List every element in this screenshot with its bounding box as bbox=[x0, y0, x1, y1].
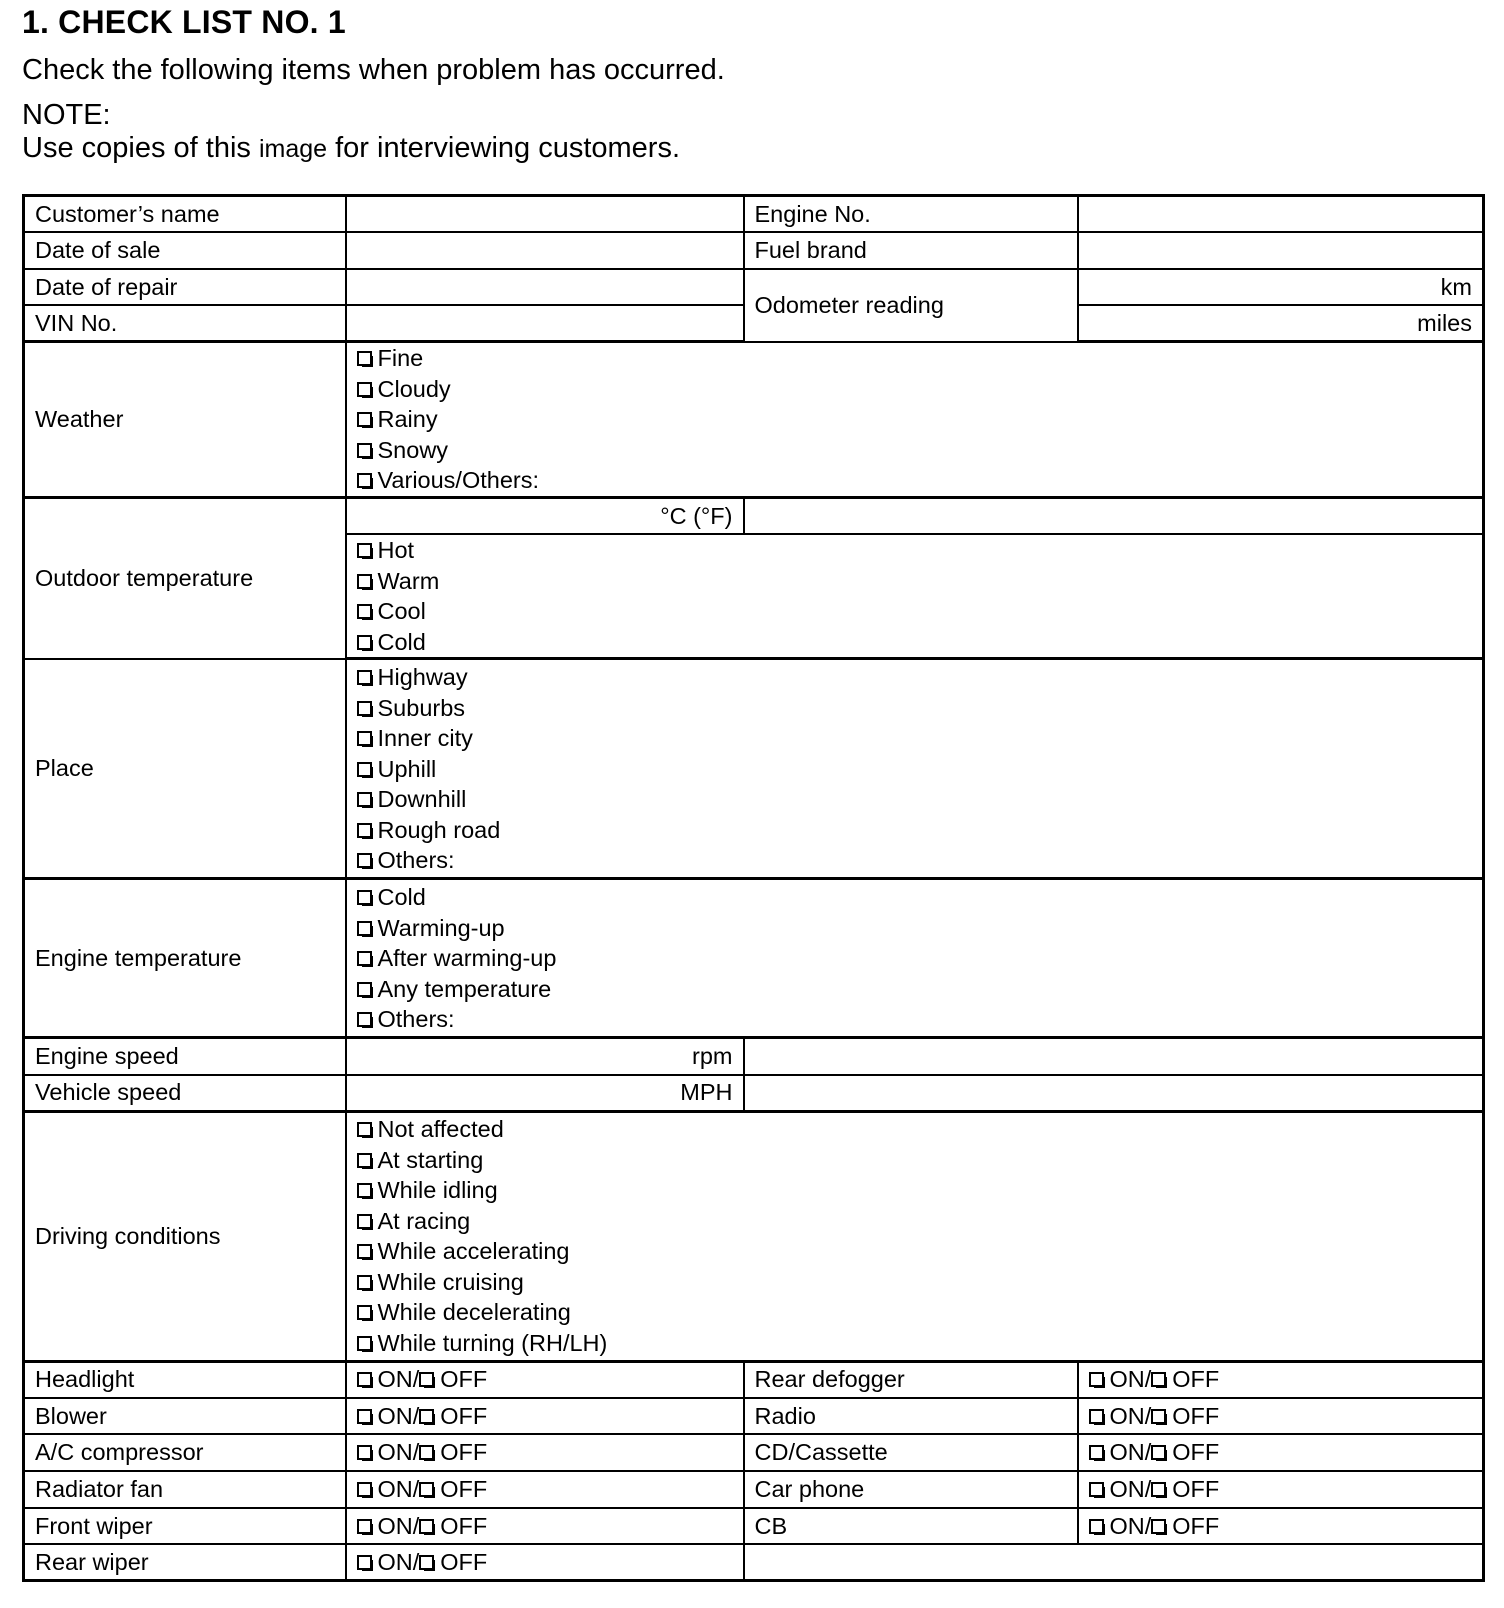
checkbox-icon bbox=[357, 1183, 373, 1199]
place-option[interactable]: Suburbs bbox=[357, 693, 1473, 724]
driving-condition-option[interactable]: While accelerating bbox=[357, 1236, 1473, 1267]
row-switch bbox=[24, 1471, 1484, 1508]
checkbox-icon bbox=[419, 1555, 435, 1571]
row-vehicle-speed bbox=[24, 1075, 1484, 1112]
label-engine-speed: Engine speed bbox=[24, 1038, 346, 1075]
row-engine-temperature bbox=[24, 879, 1484, 1038]
label-vin-no: VIN No. bbox=[24, 305, 346, 342]
check-list-table bbox=[22, 194, 1485, 1582]
checkbox-icon bbox=[357, 1555, 373, 1571]
customers-name-field[interactable] bbox=[346, 196, 744, 233]
note-text-prefix: Use copies of this bbox=[22, 132, 251, 164]
checkbox-icon bbox=[357, 853, 373, 869]
miles-unit: miles bbox=[1417, 310, 1472, 337]
label-vehicle-speed: Vehicle speed bbox=[24, 1075, 346, 1112]
rear-defogger-on-off[interactable]: ON/ OFF bbox=[1078, 1361, 1484, 1398]
checkbox-icon bbox=[357, 543, 373, 559]
note-text-suffix: for interviewing customers. bbox=[335, 132, 681, 164]
row-weather bbox=[24, 342, 1484, 498]
checkbox-icon bbox=[357, 1275, 373, 1291]
radio-on-off[interactable]: ON/ OFF bbox=[1078, 1398, 1484, 1435]
page-title: 1. CHECK LIST NO. 1 bbox=[22, 4, 346, 40]
outdoor-temperature-options bbox=[346, 534, 1484, 659]
checkbox-icon bbox=[357, 473, 373, 489]
checkbox-icon bbox=[419, 1445, 435, 1461]
row-date-of-sale bbox=[24, 232, 1484, 269]
temperature-option[interactable]: Cool bbox=[357, 596, 1473, 627]
rear-wiper-blank bbox=[744, 1544, 1484, 1581]
checkbox-icon bbox=[357, 1012, 373, 1028]
row-outdoor-temperature-value bbox=[24, 497, 1484, 534]
checkbox-icon bbox=[1089, 1445, 1105, 1461]
checkbox-icon bbox=[357, 1336, 373, 1352]
checkbox-icon bbox=[419, 1519, 435, 1535]
label-ac-compressor: A/C compressor bbox=[24, 1434, 346, 1471]
engine-temperature-option[interactable]: Any temperature bbox=[357, 974, 1473, 1005]
engine-temperature-options bbox=[346, 879, 1484, 1038]
label-rear-wiper: Rear wiper bbox=[24, 1544, 346, 1581]
label-radiator-fan: Radiator fan bbox=[24, 1471, 346, 1508]
checkbox-icon bbox=[1151, 1519, 1167, 1535]
ac-compressor-on-off[interactable]: ON/ OFF bbox=[346, 1434, 744, 1471]
row-place bbox=[24, 659, 1484, 879]
weather-option[interactable]: Rainy bbox=[357, 404, 1473, 435]
weather-option[interactable]: Fine bbox=[357, 343, 1473, 374]
checkbox-icon bbox=[357, 1153, 373, 1169]
checkbox-icon bbox=[1151, 1409, 1167, 1425]
row-customers-name bbox=[24, 196, 1484, 233]
checkbox-icon bbox=[357, 412, 373, 428]
checkbox-icon bbox=[357, 982, 373, 998]
checkbox-icon bbox=[357, 670, 373, 686]
blower-on-off[interactable]: ON/ OFF bbox=[346, 1398, 744, 1435]
checkbox-icon bbox=[357, 382, 373, 398]
engine-temperature-option[interactable]: After warming-up bbox=[357, 943, 1473, 974]
place-option[interactable]: Downhill bbox=[357, 784, 1473, 815]
engine-speed-blank bbox=[744, 1038, 1484, 1075]
checkbox-icon bbox=[357, 443, 373, 459]
place-option[interactable]: Others: bbox=[357, 845, 1473, 876]
temperature-option[interactable]: Hot bbox=[357, 535, 1473, 566]
driving-condition-option[interactable]: While idling bbox=[357, 1175, 1473, 1206]
row-engine-speed bbox=[24, 1038, 1484, 1075]
temperature-option[interactable]: Cold bbox=[357, 627, 1473, 658]
label-blower: Blower bbox=[24, 1398, 346, 1435]
label-customers-name: Customer’s name bbox=[24, 196, 346, 233]
checkbox-icon bbox=[357, 1445, 373, 1461]
front-wiper-on-off[interactable]: ON/ OFF bbox=[346, 1508, 744, 1545]
place-option[interactable]: Highway bbox=[357, 662, 1473, 693]
driving-condition-option[interactable]: While cruising bbox=[357, 1267, 1473, 1298]
temperature-unit: °C (°F) bbox=[660, 502, 733, 529]
vin-no-field[interactable] bbox=[346, 305, 744, 342]
label-outdoor-temperature: Outdoor temperature bbox=[24, 497, 346, 659]
outdoor-temperature-field[interactable] bbox=[346, 497, 744, 534]
place-options bbox=[346, 659, 1484, 879]
checkbox-icon bbox=[1089, 1482, 1105, 1498]
label-headlight: Headlight bbox=[24, 1361, 346, 1398]
radiator-fan-on-off[interactable]: ON/ OFF bbox=[346, 1471, 744, 1508]
row-switch bbox=[24, 1434, 1484, 1471]
note-label: NOTE: bbox=[22, 99, 111, 131]
label-radio: Radio bbox=[744, 1398, 1078, 1435]
checkbox-icon bbox=[357, 604, 373, 620]
rear-wiper-on-off[interactable]: ON/ OFF bbox=[346, 1544, 744, 1581]
checkbox-icon bbox=[357, 1372, 373, 1388]
mph-unit: MPH bbox=[680, 1079, 733, 1106]
weather-options bbox=[346, 342, 1484, 498]
label-date-of-repair: Date of repair bbox=[24, 269, 346, 306]
engine-speed-field[interactable] bbox=[346, 1038, 744, 1075]
label-weather: Weather bbox=[24, 342, 346, 498]
checkbox-icon bbox=[357, 1409, 373, 1425]
headlight-on-off[interactable]: ON/ OFF bbox=[346, 1361, 744, 1398]
label-car-phone: Car phone bbox=[744, 1471, 1078, 1508]
place-option[interactable]: Uphill bbox=[357, 754, 1473, 785]
engine-temperature-option[interactable]: Cold bbox=[357, 882, 1473, 913]
checkbox-icon bbox=[357, 574, 373, 590]
label-front-wiper: Front wiper bbox=[24, 1508, 346, 1545]
checkbox-icon bbox=[357, 921, 373, 937]
checkbox-icon bbox=[357, 1122, 373, 1138]
row-date-of-repair bbox=[24, 269, 1484, 306]
vehicle-speed-blank bbox=[744, 1075, 1484, 1112]
driving-condition-option[interactable]: While decelerating bbox=[357, 1297, 1473, 1328]
note-text bbox=[22, 132, 680, 165]
label-driving-conditions: Driving conditions bbox=[24, 1111, 346, 1361]
checkbox-icon bbox=[357, 823, 373, 839]
place-option[interactable]: Inner city bbox=[357, 723, 1473, 754]
checkbox-icon bbox=[419, 1482, 435, 1498]
label-rear-defogger: Rear defogger bbox=[744, 1361, 1078, 1398]
label-engine-no: Engine No. bbox=[744, 196, 1078, 233]
weather-option[interactable]: Snowy bbox=[357, 435, 1473, 466]
checkbox-icon bbox=[357, 351, 373, 367]
checkbox-icon bbox=[357, 701, 373, 717]
km-unit: km bbox=[1440, 273, 1472, 300]
checkbox-icon bbox=[357, 762, 373, 778]
label-odometer-reading: Odometer reading bbox=[744, 269, 1078, 342]
checkbox-icon bbox=[1151, 1372, 1167, 1388]
checkbox-icon bbox=[357, 1305, 373, 1321]
checkbox-icon bbox=[1151, 1482, 1167, 1498]
odometer-miles-field[interactable] bbox=[1078, 305, 1484, 342]
checkbox-icon bbox=[357, 1482, 373, 1498]
driving-condition-option[interactable]: At racing bbox=[357, 1206, 1473, 1237]
engine-temperature-option[interactable]: Warming-up bbox=[357, 913, 1473, 944]
date-of-repair-field[interactable] bbox=[346, 269, 744, 306]
checkbox-icon bbox=[1089, 1409, 1105, 1425]
driving-condition-option[interactable]: While turning (RH/LH) bbox=[357, 1328, 1473, 1359]
label-cd-cassette: CD/Cassette bbox=[744, 1434, 1078, 1471]
outdoor-temperature-blank bbox=[744, 497, 1484, 534]
row-switch bbox=[24, 1361, 1484, 1398]
checkbox-icon bbox=[1151, 1445, 1167, 1461]
checkbox-icon bbox=[357, 951, 373, 967]
checkbox-icon bbox=[357, 792, 373, 808]
row-driving-conditions bbox=[24, 1111, 1484, 1361]
label-fuel-brand: Fuel brand bbox=[744, 232, 1078, 269]
label-cb: CB bbox=[744, 1508, 1078, 1545]
cb-on-off[interactable]: ON/ OFF bbox=[1078, 1508, 1484, 1545]
checkbox-icon bbox=[1089, 1519, 1105, 1535]
intro-line: Check the following items when problem has occurred. bbox=[22, 54, 725, 86]
car-phone-on-off[interactable]: ON/ OFF bbox=[1078, 1471, 1484, 1508]
label-date-of-sale: Date of sale bbox=[24, 232, 346, 269]
checkbox-icon bbox=[357, 635, 373, 651]
odometer-km-field[interactable] bbox=[1078, 269, 1484, 306]
fuel-brand-field[interactable] bbox=[1078, 232, 1484, 269]
label-place: Place bbox=[24, 659, 346, 879]
weather-option[interactable]: Various/Others: bbox=[357, 465, 1473, 496]
place-option[interactable]: Rough road bbox=[357, 815, 1473, 846]
driving-condition-option[interactable]: Not affected bbox=[357, 1114, 1473, 1145]
note-text-small: image bbox=[258, 135, 328, 163]
label-engine-temperature: Engine temperature bbox=[24, 879, 346, 1038]
cd-cassette-on-off[interactable]: ON/ OFF bbox=[1078, 1434, 1484, 1471]
checkbox-icon bbox=[357, 890, 373, 906]
row-switch bbox=[24, 1398, 1484, 1435]
row-switch bbox=[24, 1508, 1484, 1545]
rpm-unit: rpm bbox=[692, 1043, 733, 1070]
driving-conditions-options bbox=[346, 1111, 1484, 1361]
checkbox-icon bbox=[357, 731, 373, 747]
checkbox-icon bbox=[357, 1214, 373, 1230]
date-of-sale-field[interactable] bbox=[346, 232, 744, 269]
engine-no-field[interactable] bbox=[1078, 196, 1484, 233]
checkbox-icon bbox=[1089, 1372, 1105, 1388]
row-switch bbox=[24, 1544, 1484, 1581]
checkbox-icon bbox=[357, 1519, 373, 1535]
checkbox-icon bbox=[419, 1409, 435, 1425]
checkbox-icon bbox=[419, 1372, 435, 1388]
temperature-option[interactable]: Warm bbox=[357, 566, 1473, 597]
checkbox-icon bbox=[357, 1244, 373, 1260]
vehicle-speed-field[interactable] bbox=[346, 1075, 744, 1112]
weather-option[interactable]: Cloudy bbox=[357, 374, 1473, 405]
engine-temperature-option[interactable]: Others: bbox=[357, 1004, 1473, 1035]
driving-condition-option[interactable]: At starting bbox=[357, 1145, 1473, 1176]
